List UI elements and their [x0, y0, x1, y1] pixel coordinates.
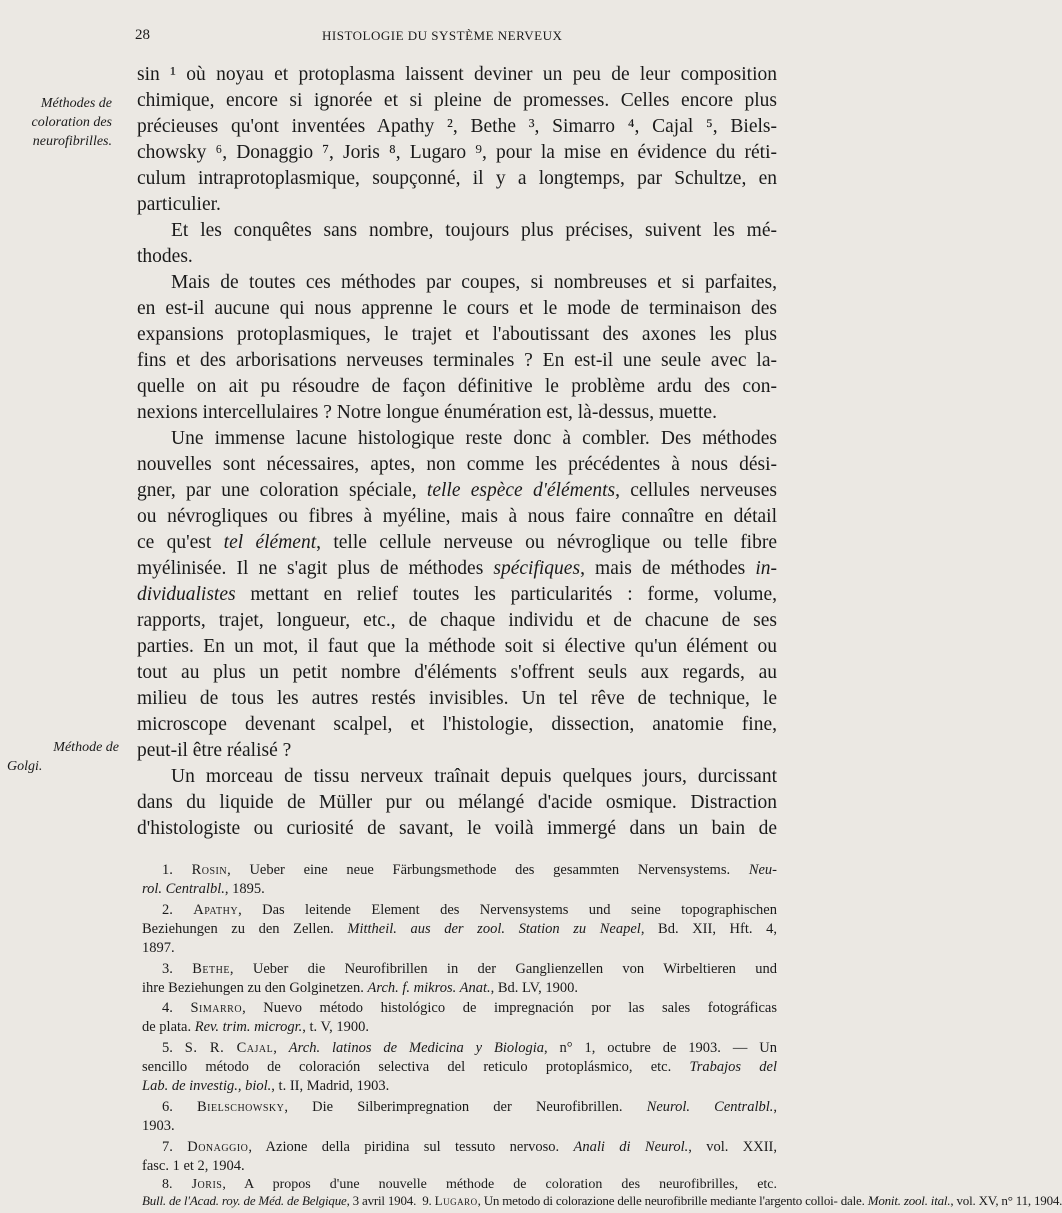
footnote-line — [162, 902, 777, 919]
italic-run: Bull. de l'Acad. roy. de Méd. de Belgique — [142, 1193, 347, 1208]
margin-note-line: Golgi. — [7, 759, 43, 774]
italic-run: Arch. latinos de Medicina y Biologia — [288, 1040, 544, 1056]
footnote-line: fasc. 1 et 2, 1904. — [142, 1158, 245, 1174]
footnote-number: 7. — [162, 1139, 173, 1155]
italic-run: telle espèce d'éléments — [426, 480, 616, 501]
footnote-line — [142, 881, 777, 898]
text-run: , t. II, Madrid, 1903. — [271, 1078, 390, 1094]
body-line: chimique, encore si ignorée et si pleine de promesses. Celles encore plus — [137, 90, 777, 111]
body-line: Mais de toutes ces méthodes par coupes, si nombreuses et si parfaites, — [171, 272, 777, 293]
footnote-line — [162, 1177, 777, 1193]
text-run: ihre Beziehungen zu den Golginetzen. — [142, 980, 368, 996]
text-run: sencillo método de coloración selectiva del reticulo protoplásmico, etc. — [142, 1059, 690, 1075]
footnote-author: Bethe — [192, 961, 230, 977]
body-line — [137, 532, 777, 554]
text-run: , Die Silberimpregnation der Neurofibrillen. — [284, 1099, 647, 1115]
body-line — [137, 480, 777, 502]
margin-note-golgi — [4, 738, 119, 776]
running-title: HISTOLOGIE DU SYSTÈME NERVEUX — [322, 28, 563, 43]
footnote-author: Donaggio — [187, 1139, 249, 1155]
body-line: fins et des arborisations nerveuses terminales ? En est-il une seule avec la- — [137, 350, 777, 371]
footnote-number: 2. — [162, 902, 173, 918]
body-line: Un morceau de tissu nerveux traînait depuis quelques jours, durcissant — [171, 766, 777, 787]
text-run: , — [273, 1040, 289, 1056]
footnote-line — [142, 1193, 1062, 1209]
footnote-line — [162, 961, 777, 978]
text-run: , Ueber eine neue Färbungsmethode des gesammten Nervensystems. — [227, 862, 749, 878]
footnote-line — [162, 1000, 777, 1017]
text-run: ce qu'est — [137, 532, 224, 553]
italic-run: Mittheil. aus der zool. Station zu Neapel — [347, 921, 641, 937]
text-run: , Nuevo método histológico de impregnación por las sales fotográficas — [242, 1000, 777, 1016]
italic-run: Trabajos del — [689, 1059, 777, 1075]
footnote-author: S. R. Cajal — [184, 1040, 274, 1056]
body-line: précieuses qu'ont inventées Apathy ², Bethe ³, Simarro ⁴, Cajal ⁵, Biels- — [137, 116, 777, 137]
body-line: dans du liquide de Müller pur ou mélangé d'acide osmique. Distraction — [137, 792, 777, 813]
body-line: sin ¹ où noyau et protoplasma laissent deviner un peu de leur composition — [137, 64, 777, 85]
italic-run: spécifiques — [493, 558, 581, 579]
italic-run: Lab. de investig., biol. — [142, 1078, 272, 1094]
italic-run: in- — [755, 558, 778, 579]
footnote-number: 5. — [162, 1040, 173, 1056]
text-run: dale. — [840, 1193, 868, 1208]
footnote-author: Apathy — [193, 902, 239, 918]
text-run: , mais de méthodes — [580, 558, 756, 579]
text-run: , vol. XV, n° 11, 1904. — [950, 1193, 1062, 1208]
footnote-line — [142, 1059, 777, 1076]
italic-run: Anali di Neurol. — [573, 1139, 689, 1155]
footnote-author: Rosin — [191, 862, 228, 878]
footnote-line — [162, 1139, 777, 1156]
italic-run: Rev. trim. microgr. — [194, 1019, 303, 1035]
body-line: Et les conquêtes sans nombre, toujours plus précises, suivent les mé- — [171, 220, 777, 241]
text-run: , n° 1, octubre de 1903. — Un — [543, 1040, 777, 1056]
text-run: de plata. — [142, 1019, 195, 1035]
body-line: rapports, trajet, longueur, etc., de chaque individu et de chacune de ses — [137, 610, 777, 631]
text-run: , Un metodo di colorazione delle neurofibrille mediante l'argento colloi- — [477, 1193, 838, 1208]
text-run: myélinisée. Il ne s'agit plus de méthodes — [137, 558, 494, 579]
text-run: , — [773, 1099, 777, 1115]
italic-run: Neu- — [748, 862, 778, 878]
body-line — [137, 584, 777, 606]
text-run: gner, par une coloration spéciale, — [137, 480, 427, 501]
footnote-author: Lugaro — [434, 1193, 478, 1208]
footnote-line — [162, 1040, 777, 1057]
footnote-line — [142, 1019, 777, 1036]
footnote-line — [142, 921, 777, 938]
body-line: quelle on ait pu résoudre de façon définitive le problème ardu des con- — [137, 376, 777, 397]
italic-run: tel élément — [223, 532, 317, 553]
text-run: , Das leitende Element des Nervensystems und seine topographischen — [238, 902, 777, 918]
body-line: parties. En un mot, il faut que la méthode soit si élective qu'un élément ou — [137, 636, 777, 657]
italic-run: rol. Centralbl. — [142, 881, 225, 897]
body-line: en est-il aucune qui nous apprenne le cours et le mode de terminaison des — [137, 298, 777, 319]
footnote-number: 3. — [162, 961, 173, 977]
footnote-number: 9. — [422, 1193, 432, 1208]
text-run: , cellules nerveuses — [615, 480, 777, 501]
italic-run: dividualistes — [137, 584, 236, 605]
italic-run: Monit. zool. ital. — [867, 1193, 951, 1208]
italic-run: Neurol. Centralbl. — [646, 1099, 774, 1115]
footnote-number: 1. — [162, 862, 173, 878]
body-line: peut-il être réalisé ? — [137, 740, 292, 761]
footnote-author: Simarro — [190, 1000, 243, 1016]
margin-note-line: Méthode de — [53, 740, 119, 755]
footnote-line — [162, 862, 777, 879]
margin-note-line: coloration des — [31, 115, 112, 130]
italic-run: Arch. f. mikros. Anat. — [367, 980, 491, 996]
text-run: , Bd. XII, Hft. 4, — [640, 921, 777, 937]
footnote-number: 6. — [162, 1099, 173, 1115]
footnote-line: 1903. — [142, 1118, 175, 1134]
body-line: milieu de tous les autres restés invisibles. Un tel rêve de technique, le — [137, 688, 777, 709]
text-run: mettant en relief toutes les particularités : forme, volume, — [235, 584, 777, 605]
text-run: Beziehungen zu den Zellen. — [142, 921, 348, 937]
text-run: , t. V, 1900. — [302, 1019, 370, 1035]
body-line — [137, 558, 777, 580]
body-line: nouvelles sont nécessaires, aptes, non comme les précédentes à nous dési- — [137, 454, 777, 475]
body-line: chowsky ⁶, Donaggio ⁷, Joris ⁸, Lugaro ⁹, pour la mise en évidence du réti- — [137, 142, 777, 163]
footnote-line: 1897. — [142, 940, 175, 956]
body-line: expansions protoplasmiques, le trajet et l'aboutissant des axones les plus — [137, 324, 777, 345]
body-line: culum intraprotoplasmique, soupçonné, il y a longtemps, par Schultze, en — [137, 168, 777, 189]
body-line: Une immense lacune histologique reste donc à combler. Des méthodes — [171, 428, 777, 449]
footnote-number: 4. — [162, 1000, 173, 1016]
text-run: , vol. XXII, — [688, 1139, 777, 1155]
margin-note-methodes — [4, 94, 112, 151]
body-line: nexions intercellulaires ? Notre longue énumération est, là-dessus, muette. — [137, 402, 717, 423]
margin-note-line: neurofibrilles. — [32, 134, 112, 149]
text-run: , A propos d'une nouvelle méthode de coloration des neurofibrilles, etc. — [222, 1177, 778, 1192]
body-line: d'histologiste ou curiosité de savant, le voilà immergé dans un bain de — [137, 818, 777, 839]
text-run: , 1895. — [224, 881, 265, 897]
body-line: particulier. — [137, 194, 221, 215]
body-line: ou névrogliques ou fibres à myéline, mais à nous faire connaître en détail — [137, 506, 777, 527]
text-run: , 3 avril 1904. — [346, 1193, 417, 1208]
footnote-author: Bielschowsky — [197, 1099, 285, 1115]
text-run: , Bd. LV, 1900. — [490, 980, 579, 996]
footnote-number: 8. — [162, 1177, 173, 1192]
body-line: tout au plus un petit nombre d'éléments s'offrent seuls aux regards, au — [137, 662, 777, 683]
footnote-line — [162, 1099, 777, 1116]
text-run: , telle cellule nerveuse ou névroglique ou telle fibre — [316, 532, 778, 553]
body-line: microscope devenant scalpel, et l'histologie, dissection, anatomie fine, — [137, 714, 777, 735]
body-line: thodes. — [137, 246, 193, 267]
footnote-line — [142, 1078, 777, 1095]
footnote-author: Joris — [191, 1177, 223, 1192]
text-run: , Azione della piridina sul tessuto nervoso. — [248, 1139, 574, 1155]
margin-note-line: Méthodes de — [40, 96, 112, 111]
page-number: 28 — [135, 27, 150, 43]
text-run: , Ueber die Neurofibrillen in der Ganglienzellen von Wirbeltieren und — [229, 961, 778, 977]
footnote-line — [142, 980, 777, 997]
